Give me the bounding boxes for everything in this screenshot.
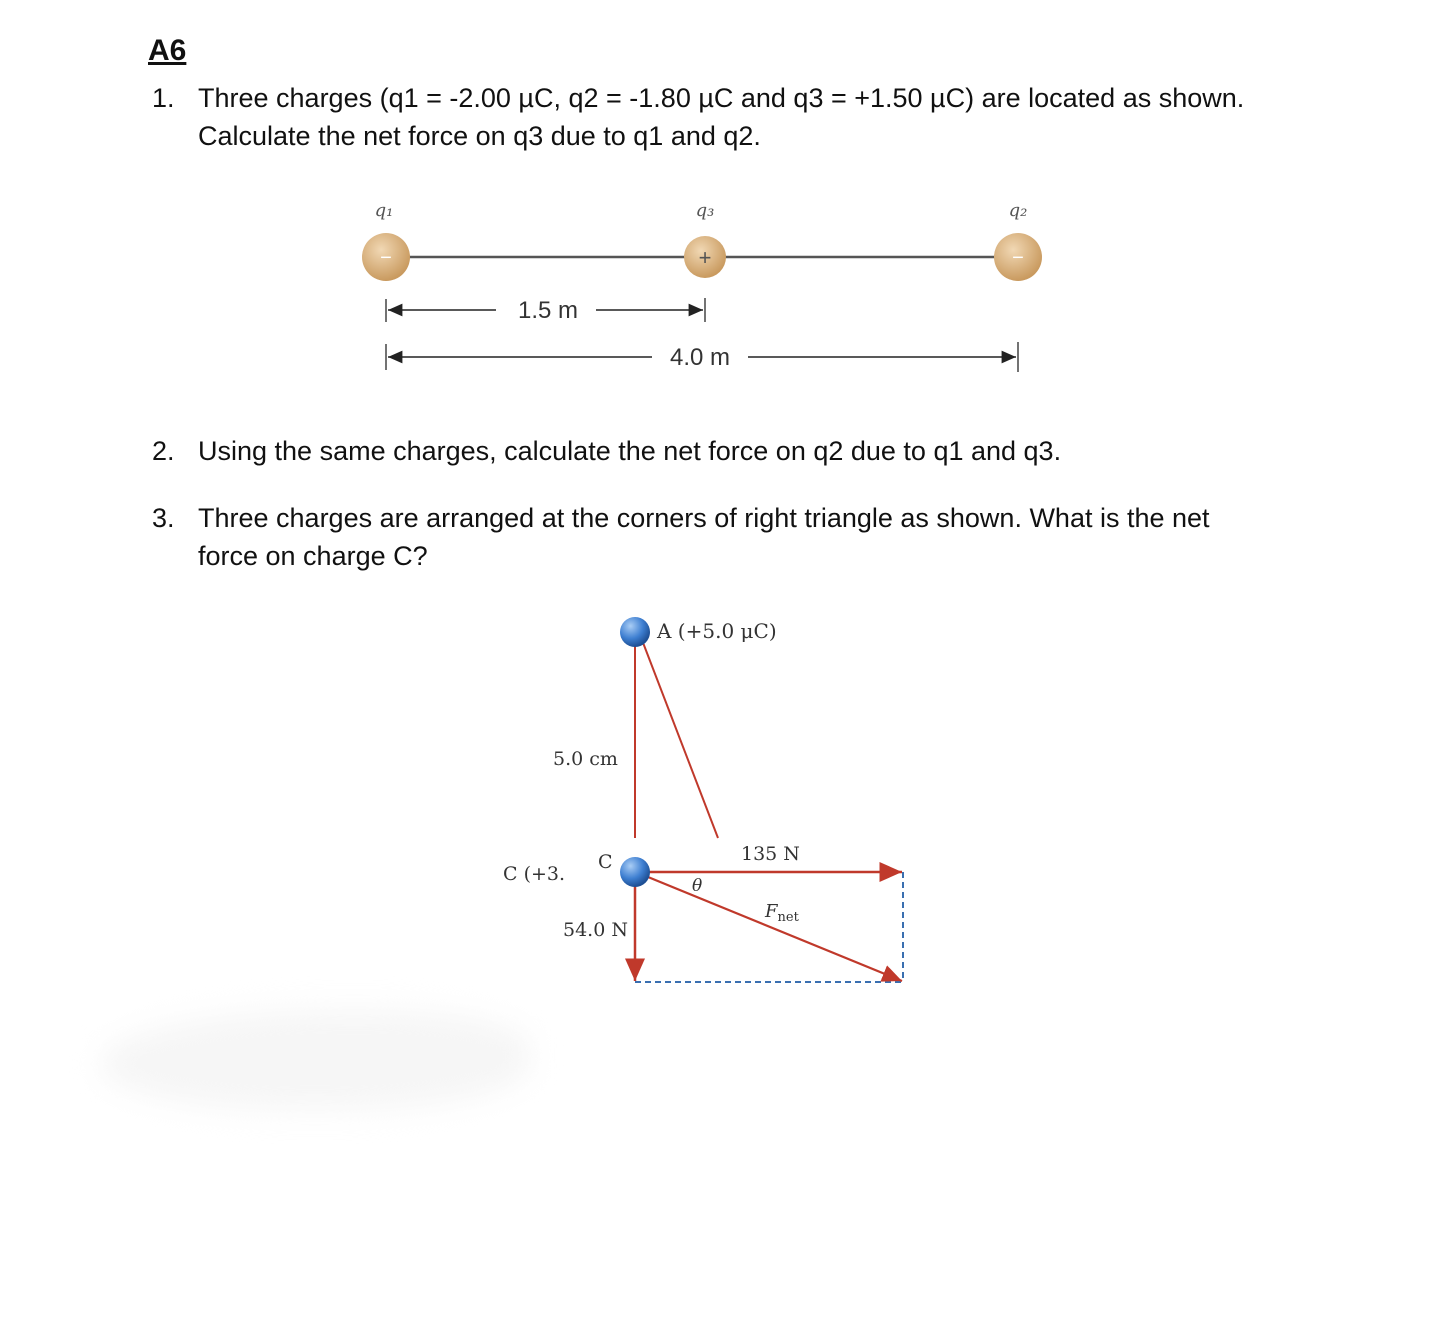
fnet-label-sub: net (777, 910, 799, 925)
question-2-text: Using the same charges, calculate the net force on q2 due to q1 and q3. (198, 436, 1062, 466)
theta-label: θ (692, 876, 703, 896)
question-3-number: 3. (152, 503, 175, 533)
question-1-line-2: Calculate the net force on q3 due to q1 and q2. (198, 121, 761, 151)
q1-sign: − (380, 247, 392, 269)
charge-c-label: C (598, 851, 613, 873)
figure-2-triangle (503, 617, 903, 982)
q3-sign: + (698, 245, 712, 270)
fnet-label-main: F (765, 901, 778, 922)
charge-c (620, 857, 650, 887)
force-135n-label: 135 N (741, 843, 800, 865)
q1-label: q₁ (374, 200, 394, 221)
distance-4-0m: 4.0 m (669, 344, 731, 371)
question-2-number: 2. (152, 436, 175, 466)
question-1-line-1: Three charges (q1 = -2.00 µC, q2 = -1.80 µC and q3 = +1.50 µC) are located as shown. (198, 83, 1245, 113)
side-hypotenuse (642, 640, 718, 838)
charge-a-label: A (+5.0 μC) (657, 619, 777, 643)
charge-a (620, 617, 650, 647)
q2-label: q₂ (1008, 200, 1028, 221)
question-3-line-2: force on charge C? (198, 541, 428, 571)
question-3-line-1: Three charges are arranged at the corners of right triangle as shown. What is the net (198, 503, 1210, 533)
charge-c-partial-label: C (+3. (503, 863, 566, 885)
distance-1-5m: 1.5 m (517, 297, 579, 324)
question-3-text (198, 499, 1210, 575)
section-heading: A6 (148, 34, 187, 67)
fnet-arrow (648, 877, 902, 981)
force-54n-label: 54.0 N (563, 919, 628, 941)
q3-label: q₃ (695, 200, 715, 221)
side-length-label: 5.0 cm (553, 748, 618, 770)
q2-sign: − (1012, 247, 1024, 269)
question-1-number: 1. (152, 83, 175, 113)
fnet-label (764, 901, 800, 925)
figure-1-line-charges (362, 200, 1042, 372)
